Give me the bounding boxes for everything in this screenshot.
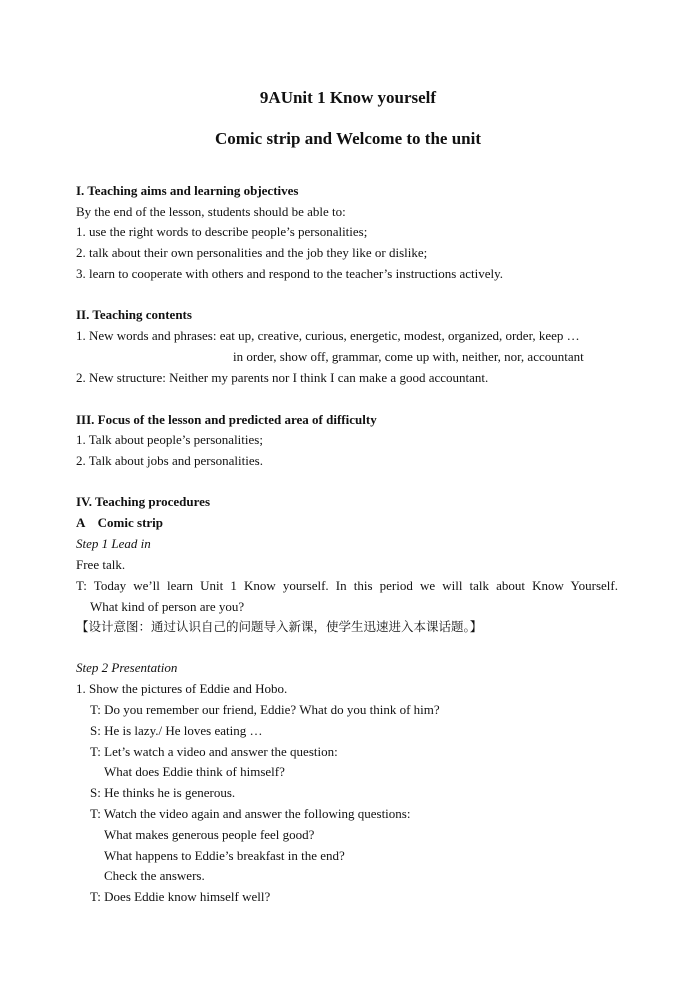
subheading-comic-strip: A Comic strip bbox=[76, 515, 164, 530]
document-subtitle: Comic strip and Welcome to the unit bbox=[214, 129, 481, 148]
design-intent-note: 【设计意图：通过认识自己的问题导入新课，使学生迅速进入本课话题。】 bbox=[76, 619, 483, 634]
text-line: 3. learn to cooperate with others and respond to the teacher’s instructions actively. bbox=[76, 266, 504, 281]
section-heading-focus: III. Focus of the lesson and predicted area of difficulty bbox=[76, 412, 377, 427]
text-line: 1. Show the pictures of Eddie and Hobo. bbox=[76, 681, 288, 696]
section-heading-procedures: IV. Teaching procedures bbox=[76, 494, 211, 509]
text-line: T: Does Eddie know himself well? bbox=[90, 889, 271, 904]
step-label: Step 1 Lead in bbox=[76, 536, 151, 551]
text-line: 1. New words and phrases: eat up, creative, curious, energetic, modest, organized, order, keep … bbox=[76, 328, 580, 343]
section-heading-contents: II. Teaching contents bbox=[76, 307, 192, 322]
text-line: T: Let’s watch a video and answer the question: bbox=[90, 744, 338, 759]
text-line: S: He is lazy./ He loves eating … bbox=[90, 723, 263, 738]
text-line: By the end of the lesson, students should be able to: bbox=[76, 204, 346, 219]
text-line: in order, show off, grammar, come up with, neither, nor, accountant bbox=[233, 349, 584, 364]
text-line: What makes generous people feel good? bbox=[104, 827, 315, 842]
text-line: 1. use the right words to describe people’s personalities; bbox=[76, 224, 368, 239]
step-label: Step 2 Presentation bbox=[76, 660, 178, 675]
section-heading-aims: I. Teaching aims and learning objectives bbox=[76, 183, 299, 198]
text-line: S: He thinks he is generous. bbox=[90, 785, 236, 800]
document-title: 9AUnit 1 Know yourself bbox=[259, 88, 437, 107]
text-line: What happens to Eddie’s breakfast in the end? bbox=[104, 848, 345, 863]
text-line: 2. New structure: Neither my parents nor I think I can make a good accountant. bbox=[76, 370, 489, 385]
text-line: Free talk. bbox=[76, 557, 126, 572]
text-line: Check the answers. bbox=[104, 868, 205, 883]
text-line: 2. talk about their own personalities and the job they like or dislike; bbox=[76, 245, 428, 260]
text-line: T: Today we’ll learn Unit 1 Know yourself. In this period we will talk about Know Yourself. bbox=[76, 578, 618, 593]
text-line: What kind of person are you? bbox=[90, 599, 245, 614]
text-line: 1. Talk about people’s personalities; bbox=[76, 432, 263, 447]
text-line: 2. Talk about jobs and personalities. bbox=[76, 453, 263, 468]
text-line: What does Eddie think of himself? bbox=[104, 764, 285, 779]
text-line: T: Watch the video again and answer the following questions: bbox=[90, 806, 411, 821]
text-line: T: Do you remember our friend, Eddie? What do you think of him? bbox=[90, 702, 440, 717]
